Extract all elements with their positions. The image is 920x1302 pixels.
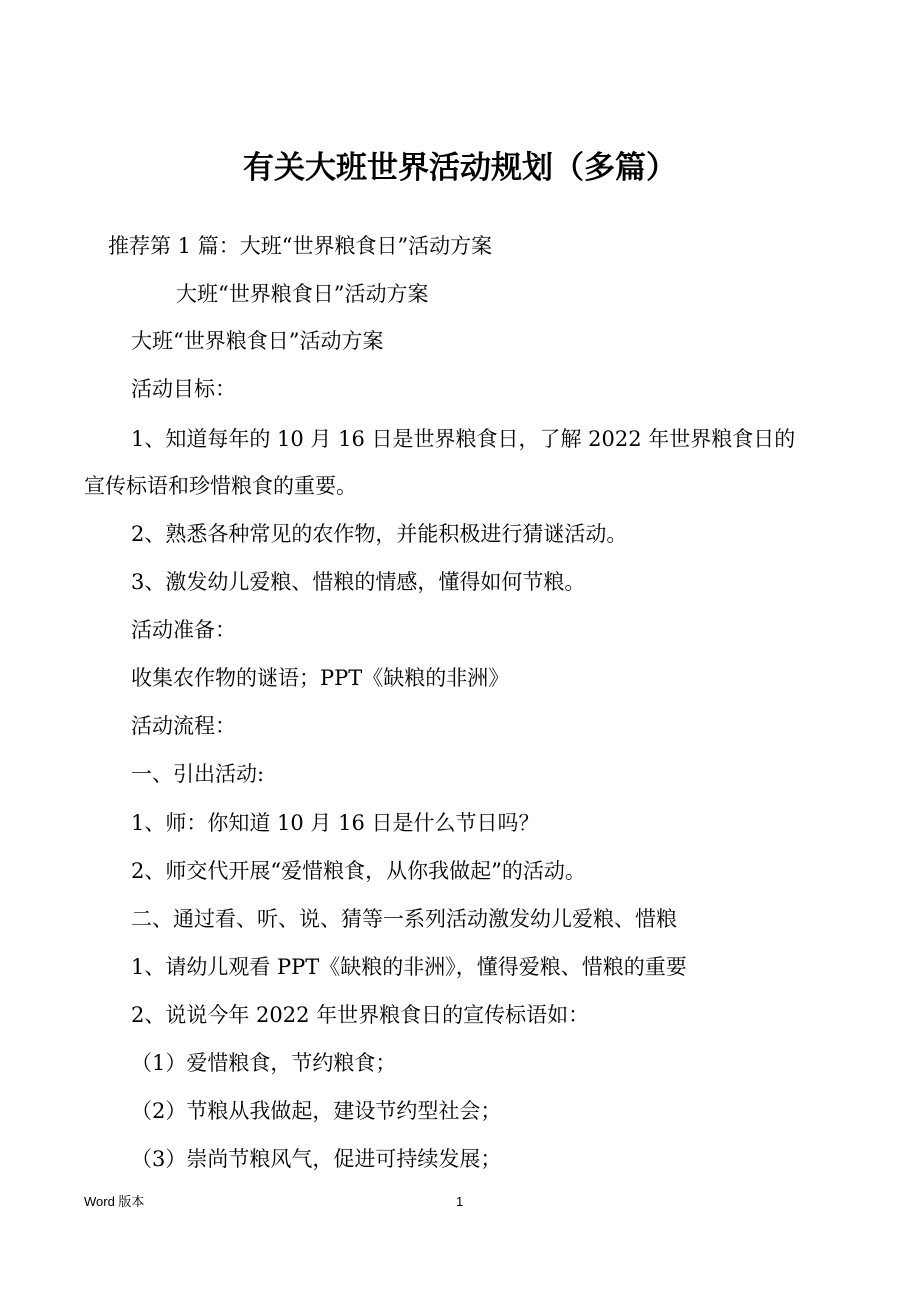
paragraph-step-1-1: 1、师：你知道 10 月 16 日是什么节日吗？ [131,811,540,835]
paragraph-goal-2: 2、熟悉各种常见的农作物，并能积极进行猜谜活动。 [131,522,628,546]
footer-label: Word 版本 [84,1194,145,1209]
paragraph-preparation-heading: 活动准备： [131,618,236,642]
paragraph-step-1-2: 2、师交代开展“爱惜粮食，从你我做起”的活动。 [131,859,586,883]
paragraph-goal-1-continued: 宣传标语和珍惜粮食的重要。 [84,474,357,498]
paragraph-slogan-1: （1）爱惜粮食，节约粮食； [131,1051,397,1075]
paragraph-subtitle: 大班“世界粮食日”活动方案 [176,282,429,306]
paragraph-plan-name: 大班“世界粮食日”活动方案 [131,329,384,353]
paragraph-section-2: 二、通过看、听、说、猜等一系列活动激发幼儿爱粮、惜粮 [131,907,677,931]
paragraph-recommend-heading: 推荐第 1 篇：大班“世界粮食日”活动方案 [108,234,493,258]
paragraph-preparation: 收集农作物的谜语；PPT《缺粮的非洲》 [131,666,510,690]
paragraph-goal-1: 1、知道每年的 10 月 16 日是世界粮食日，了解 2022 年世界粮食日的 [131,427,796,451]
paragraph-slogan-3: （3）崇尚节粮风气，促进可持续发展； [131,1147,502,1171]
paragraph-goal-3: 3、激发幼儿爱粮、惜粮的情感，懂得如何节粮。 [131,570,586,594]
paragraph-goals-heading: 活动目标： [131,377,236,401]
paragraph-process-heading: 活动流程： [131,714,236,738]
paragraph-step-2-1: 1、请幼儿观看 PPT《缺粮的非洲》，懂得爱粮、惜粮的重要 [131,955,687,979]
paragraph-slogan-2: （2）节粮从我做起，建设节约型社会； [131,1099,502,1123]
document-title: 有关大班世界活动规划（多篇） [243,150,677,186]
paragraph-step-2-2: 2、说说今年 2022 年世界粮食日的宣传标语如： [131,1003,590,1027]
paragraph-section-1: 一、引出活动: [131,762,265,786]
footer-page-number: 1 [456,1194,464,1209]
